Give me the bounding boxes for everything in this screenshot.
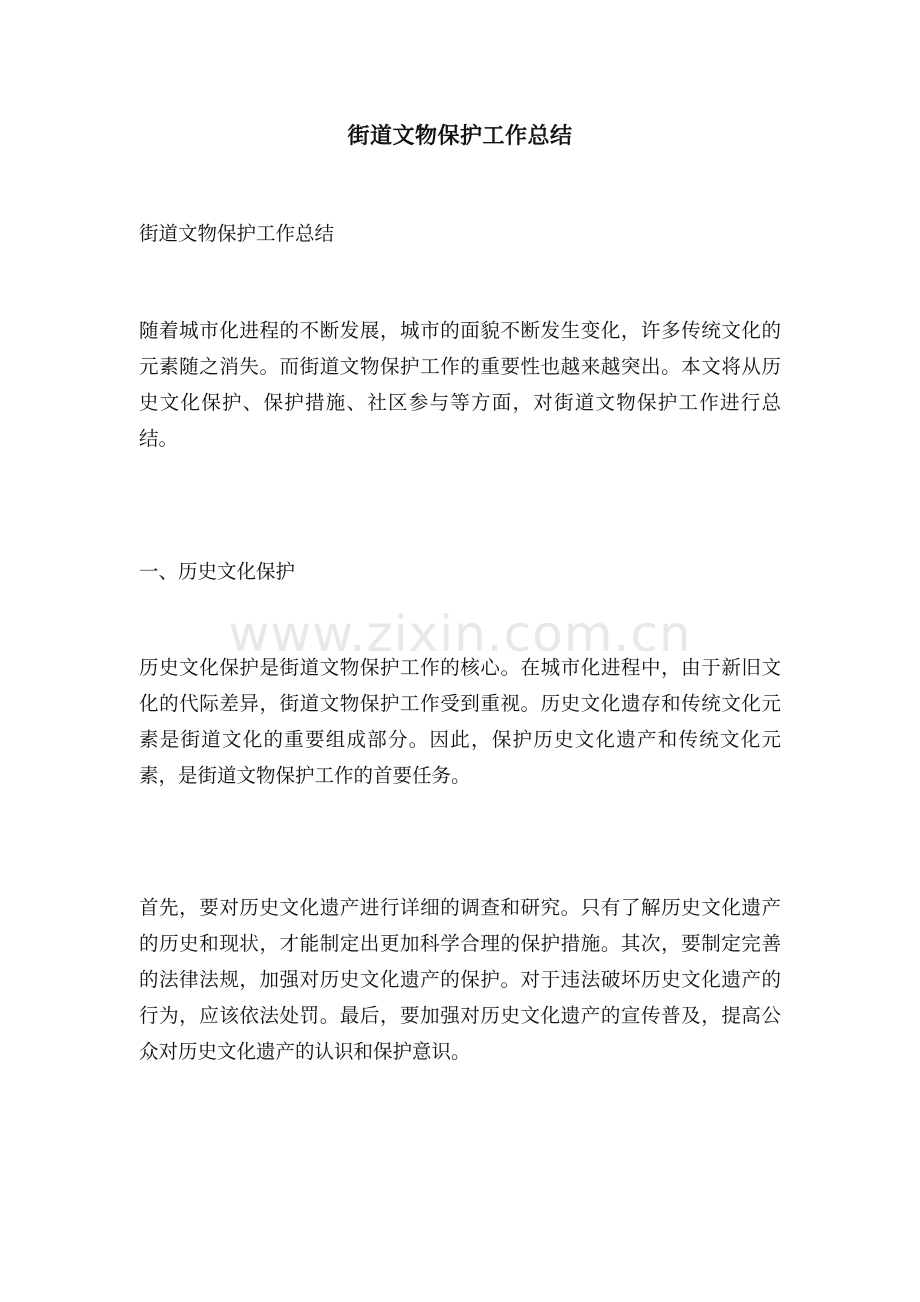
history-paragraph-1: 历史文化保护是街道文物保护工作的核心。在城市化进程中，由于新旧文化的代际差异，街道文物保护工作受到重视。历史文化遗存和传统文化元素是街道文化的重要组成部分。因此，保护历史文化遗产和传统文化元素，是街道文物保护工作的首要任务。 [139, 656, 781, 787]
history-paragraph-2: 首先，要对历史文化遗产进行详细的调查和研究。只有了解历史文化遗产的历史和现状，才能制定出更加科学合理的保护措施。其次，要制定完善的法律法规，加强对历史文化遗产的保护。对于违法破坏历史文化遗产的行为，应该依法处罚。最后，要加强对历史文化遗产的宣传普及，提高公众对历史文化遗产的认识和保护意识。 [139, 896, 781, 1063]
intro-paragraph: 随着城市化进程的不断发展，城市的面貌不断发生变化，许多传统文化的元素随之消失。而街道文物保护工作的重要性也越来越突出。本文将从历史文化保护、保护措施、社区参与等方面，对街道文物保护工作进行总结。 [139, 319, 781, 450]
section-heading-history: 一、历史文化保护 [139, 560, 296, 583]
site-watermark: www.zixin.com.cn [228, 605, 692, 663]
document-title: 街道文物保护工作总结 [347, 123, 573, 149]
document-subtitle: 街道文物保护工作总结 [139, 222, 335, 245]
